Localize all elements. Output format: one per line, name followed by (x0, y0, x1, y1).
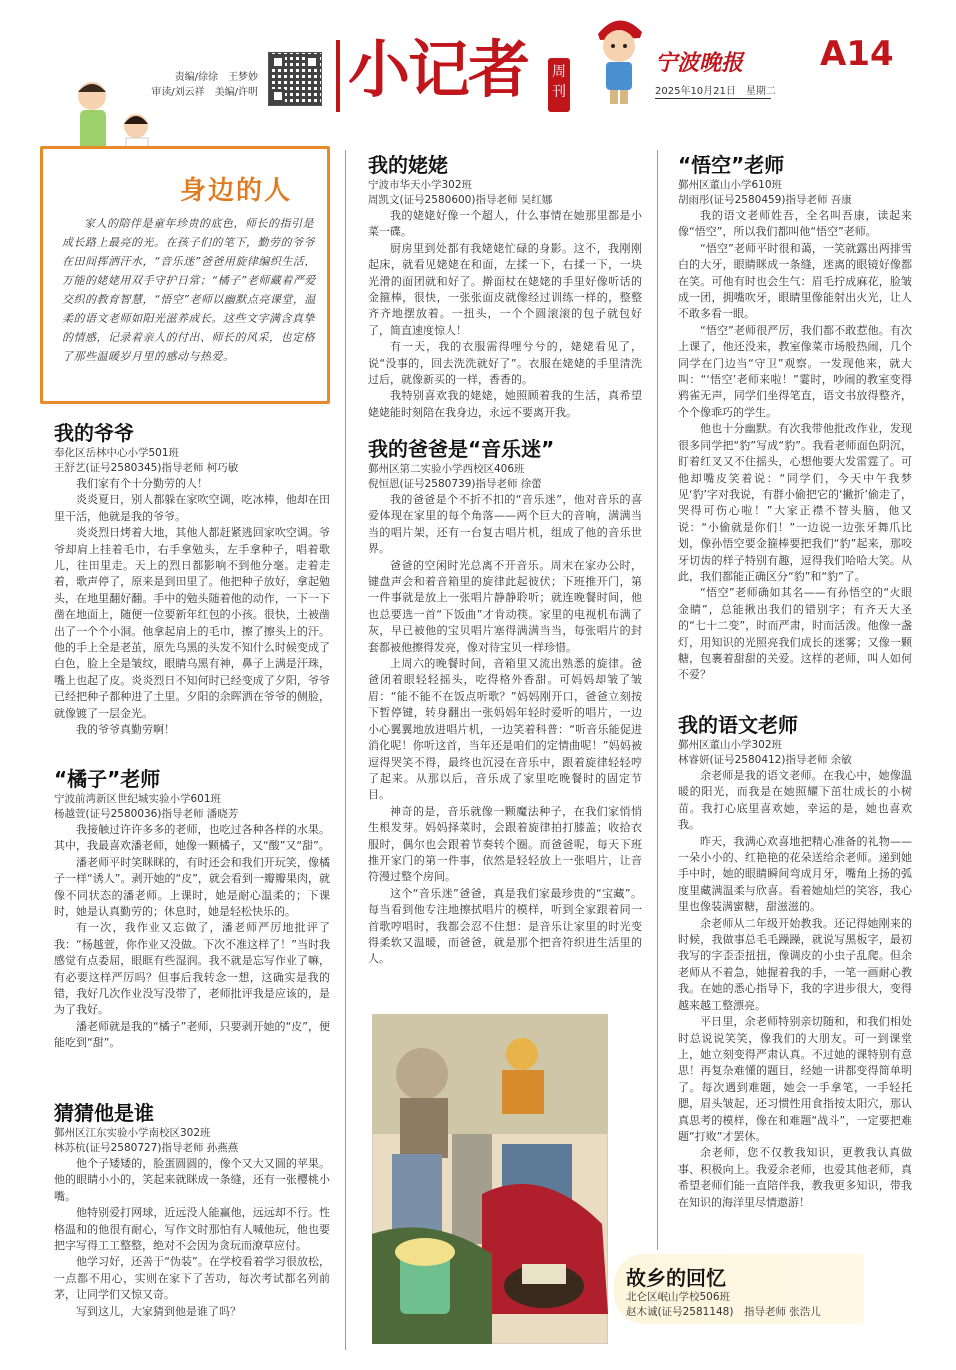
article-title: “橘子”老师 (54, 767, 161, 791)
article-author: 林睿妍(证号2580412)指导老师 余敏 (678, 754, 852, 766)
article-body (54, 476, 330, 739)
section-title: 身边的人 (180, 176, 293, 206)
paragraph: 潘老师平时笑眯眯的，有时还会和我们开玩笑，像橘子一样“诱人”。剥开她的“皮”，就会看到一瓣瓣果肉，就像不同状态的潘老师。上课时，她是耐心温柔的；下课时，她是认真勤劳的；休息时，她是轻松快乐的。 (54, 855, 330, 919)
article-school: 鄞州区第二实验小学西校区406班 (368, 463, 525, 475)
article-school: 宁波前湾新区世纪城实验小学601班 (54, 793, 222, 805)
painting-credits (626, 1290, 821, 1320)
date-rule (655, 98, 771, 99)
column-divider (657, 150, 658, 1250)
issue-date: 2025年10月21日 星期二 (655, 86, 776, 97)
paragraph: 炎炎夏日，别人都躲在家吹空调，吃冰棒，他却在田里干活，他就是我的爷爷。 (54, 493, 330, 523)
article-wukong-teacher (678, 152, 912, 684)
article-body (54, 1156, 330, 1320)
masthead-title: 小记者 (348, 33, 529, 106)
article-school: 鄞州区江东实验小学南校区302班 (54, 1127, 211, 1139)
paragraph: 我们家有个十分勤劳的人！ (76, 477, 208, 490)
editor-credits (150, 70, 258, 100)
article-title: 猜猜他是谁 (54, 1101, 154, 1125)
article-guess-who (54, 1100, 330, 1320)
article-body (368, 492, 642, 968)
paragraph: 我的姥姥好像一个超人，什么事情在她那里都是小菜一碟。 (368, 209, 642, 239)
paragraph: 爸爸的空闲时光总离不开音乐。周末在家办公时，键盘声会和着音箱里的旋律此起彼伏；下班推开门，第一件事就是放上一张唱片静静聆听；就连晚餐时间，他也总要选一首“下饭曲”才肯动筷。家里的电视机布满了灰，早已被他的宝贝唱片塞得满满当当，每张唱片的封套都被他擦得发亮，像对待宝贝一样珍惜。 (368, 558, 642, 654)
article-title: “悟空”老师 (678, 153, 785, 177)
article-title: 我的爸爸是“音乐迷” (368, 437, 555, 461)
article-body (368, 208, 642, 421)
article-school: 奉化区岳林中心小学501班 (54, 447, 180, 459)
article-title: 我的语文老师 (678, 713, 798, 737)
masthead-tag: 周刊 (548, 58, 570, 112)
article-school: 鄞州区董山小学610班 (678, 179, 783, 191)
paragraph: “悟空”老师平时很和蔼，一笑就露出两排雪白的大牙，眼睛眯成一条缝，迷离的眼镜好像都在笑。可他有时也会生气：眉毛拧成麻花，脸皱成一团，拥嘴吹牙，眼睛里像能射出火光，让人不敢多看一眼。 (678, 241, 912, 321)
paragraph: 余老师，您不仅教我知识，更教我认真做事、积极向上。我爱余老师，也爱其他老师，真希望老师们能一直陪伴我，教我更多知识，带我在知识的海洋里尽情遨游！ (678, 1146, 912, 1209)
paragraph: 我的爷爷真勤劳啊！ (76, 723, 175, 737)
painting-school: 北仑区岷山学校506班 (626, 1291, 731, 1303)
paragraph: 我的语文老师姓吾，全名叫吾康，读起来像“悟空”，所以我们都叫他“悟空”老师。 (678, 209, 912, 239)
paragraph: “悟空”老师很严厉，我们都不敢惹他。有次上课了，他还没来，教室像菜市场般热闹，几个同学在门边当“守卫”观察。一发现他来，就大叫：“‘悟空’老师来啦！”霎时，吵闹的教室变得鸦雀无声，同学们坐得笔直，语文书放得整齐，个个像乖巧的学生。 (678, 323, 912, 419)
article-music-dad (368, 436, 642, 968)
paragraph: 有一次，我作业又忘做了，潘老师严厉地批评了我：“杨越萱，你作业又没做。下次不准这样了！”当时我感觉有点委屈，眼眶有些湿润。我不就是忘写作业了嘛，有必要这样严厉吗？但事后我转念一想，这确实是我的错，我好几次作业没写没带了，老师批评我是应该的，是为了我好。 (54, 921, 330, 1017)
paragraph: “悟空”老师确如其名——有孙悟空的“火眼金睛”，总能揪出我们的错别字；有齐天大圣的“七十二变”，时而严肃，时而活泼。他像一盏灯，用知识的光照亮我们成长的迷雾；又像一颗糖，包裹着甜甜的关爱。这样的老师，叫人如何不爱？ (678, 586, 912, 682)
paragraph: 厨房里到处都有我姥姥忙碌的身影。这不，我刚刚起床，就看见姥姥在和面，左揉一下，右揉一下，一块光滑的面团就和好了。擀面杖在姥姥的手里好像听话的金箍棒，很快，一张张面皮就像经过训练一样的，整整齐齐地摆放着。一扭头，一个个圆滚滚的包子就包好了，简直速度惊人！ (368, 241, 642, 337)
article-body (54, 822, 330, 1052)
article-grandma (368, 152, 642, 421)
article-grandpa (54, 420, 330, 739)
paragraph: 余老师是我的语文老师。在我心中，她像温暖的阳光，而我是在她照耀下茁壮成长的小树苗。我打心底里喜欢她，幸运的是，她也喜欢我。 (678, 769, 912, 832)
article-title: 我的爷爷 (54, 421, 134, 445)
masthead-bar (336, 40, 340, 112)
paragraph: 我接触过许许多多的老师，也吃过各种各样的水果。其中，我最喜欢潘老师，她像一颗橘子，又“酸”又“甜”。 (54, 823, 330, 853)
article-author: 倪恒恩(证号2580739)指导老师 徐蕾 (368, 478, 542, 490)
article-school: 宁波市华天小学302班 (368, 179, 473, 191)
paragraph: 这个“音乐迷”爸爸，真是我们家最珍贵的“宝藏”。每当看到他专注地擦拭唱片的模样，听到全家跟着同一首歌哼唱时，我都会忍不住想：是音乐让家里的时光变得柔软又温暖，而爸爸，就是那个把音符织进生活里的人。 (368, 886, 642, 966)
paper-name: 宁波晚报 (655, 50, 744, 76)
article-chinese-teacher (678, 712, 912, 1211)
column-divider (345, 150, 346, 1350)
paragraph: 我特别喜欢我的姥姥，她照顾着我的生活，真希望姥姥能时刻陪在我身边，永远不要离开我。 (368, 389, 642, 419)
article-author: 林苏杭(证号2580727)指导老师 孙燕燕 (54, 1142, 239, 1154)
painting-author: 赵木诚(证号2581148) 指导老师 张浩儿 (626, 1306, 821, 1318)
paragraph: 他个子矮矮的，脸蛋圆圆的，像个又大又圆的苹果。他的眼睛小小的，笑起来就眯成一条缝，还有一张樱桃小嘴。 (54, 1157, 330, 1203)
article-body (678, 768, 912, 1211)
article-author: 周凯文(证号2580600)指导老师 吴红娜 (368, 194, 553, 206)
paragraph: 炎炎烈日烤着大地，其他人都赶紧逃回家吹空调。爷爷却肩上挂着毛巾，右手拿勉头，左手拿种子，唱着歌儿，往田里走。天上的烈日都影响不到他分毫。走着走着，歌声停了，原来是到田里了。他把种子放好，拿起勉头，在地里翻好翻。手中的勉头随着他的动作，一下一下凿在地面上，随便一位要新年红包的小孩。很快，土被凿出了一个个小洞。他拿起肩上的毛巾，擦了擦头上的汗。他的手上全是老茧，原先乌黑的头发不知什么时候变成了白色，脸上全是皱纹，眼睛乌黑有神，鼻子上满是汗珠，嘴上也起了皮。炎炎烈日不知何时已经变成了夕阳，爷爷已经把种子都种进了土里。夕阳的余晖洒在爷爷的侧脸，就像镀了一层金光。 (54, 526, 330, 720)
paragraph: 我的爸爸是个不折不扣的“音乐迷”，他对音乐的喜爱体现在家里的每个角落——两个巨大的音响，满满当当的唱片架，还有一台复古唱片机，组成了他的音乐世界。 (368, 493, 642, 556)
editors-line-1: 责编/徐徐 王梦妙 (174, 72, 258, 83)
paragraph: 上周六的晚餐时间，音箱里又流出熟悉的旋律。爸爸闭着眼轻轻摇头，吃得格外香甜。可妈妈却皱了皱眉：“能不能不在饭点听歌？”妈妈刚开口，爸爸立刻按下暂停键，转身翻出一张妈妈年轻时爱听的唱片，一边小心翼翼地放进唱片机，一边笑着科普：“听音乐能促进消化呢！你听这首，当年还是咱们的定情曲呢！”妈妈被逗得哭笑不得，最终也沉浸在音乐中，跟着旋律轻轻哼了起来。从那以后，音乐成了家里吃晚餐时的固定节目。 (368, 657, 642, 802)
paragraph: 神奇的是，音乐就像一颗魔法种子，在我们家悄悄生根发芽。妈妈择菜时，会跟着旋律拍打膝盖；收拾衣服时，偶尔也会跟着节奏转个圈。而爸爸呢，每天下班推开家门的第一件事，依然是轻轻放上一张唱片，让音符漫过整个房间。 (368, 804, 642, 884)
article-author: 杨越萱(证号2580036)指导老师 潘晓芳 (54, 808, 239, 820)
feature-intro: 家人的陪伴是童年珍贵的底色，师长的指引是成长路上最亮的光。在孩子们的笔下，勤劳的爷爷在田间挥洒汗水，“音乐迷”爸爸用旋律编织生活，万能的姥姥用双手守护日常；“橘子”老师藏着严爱交织的教育智慧，“悟空”老师以幽默点亮课堂，温柔的语文老师如阳光滋养成长。这些文字满含真挚的情感，记录着亲人的付出、师长的风采，也定格了那些温暖岁月里的感动与热爱。 (62, 217, 316, 363)
page-number: A14 (820, 34, 894, 74)
paragraph: 他学习好，还善于“伪装”。在学校看着学习很放松，一点都不用心，实则在家下了苦功，每次考试都名列前茅，让同学们又惊又奇。 (54, 1255, 330, 1302)
paragraph: 平日里，余老师特别亲切随和，和我们相处时总说说笑笑，像我们的大朋友。可一到课堂上，她立刻变得严肃认真。不过她的课特别有意思！再复杂难懂的题目，经她一讲都变得简单明了。每次遇到难题，她会一手拿笔，一手轻托腮，眉头皱起，还习惯性用食指按太阳穴，那认真思考的模样，像在和难题“战斗”，一定要把难题“打败”才罢休。 (678, 1015, 912, 1143)
painting-hometown (372, 1014, 608, 1344)
paragraph: 潘老师就是我的“橘子”老师，只要剥开她的“皮”，便能吃到“甜”。 (54, 1019, 330, 1050)
painting-title: 故乡的回忆 (626, 1266, 726, 1290)
article-author: 胡雨彤(证号2580459)指导老师 吾康 (678, 194, 852, 206)
article-school: 鄞州区董山小学302班 (678, 739, 783, 751)
paragraph: 他特别爱打网球，近远没人能赢他，远远却不行。性格温和的他很有耐心，写作文时那怕有人喊他玩，他也要把字写得工工整整，绝对不会因为贪玩而潦草应付。 (54, 1206, 330, 1253)
article-author: 王舒艺(证号2580345)指导老师 柯巧敏 (54, 462, 239, 474)
paragraph: 他也十分幽默。有次我带他批改作业，发现很多同学把“豹”写成“豹”。我看老师面色阴沉，盯着红叉又不住摇头，心想他要大发雷霆了。可他却嘴皮笑着说：“同学们，今天中午我梦见‘豹’字对我说，有群小偷把它的‘撇折’偷走了，哭得可伤心啦！”大家正襟不替头脑，他又说：“小偷就是你们！”一边说一边张牙舞爪比划，像孙悟空要金箍棒要把我们“豹”起来，那咬牙切齿的样子特别有趣，逗得我们哈哈大笑。从此，我们都能正确区分“豹”和“豹”了。 (678, 422, 912, 583)
qr-code[interactable] (268, 52, 322, 106)
paragraph: 余老师从二年级开始教我。还记得她刚来的时候，我做事总毛毛躁躁，就说写黑板字，最初我写的字歪歪扭扭，像调皮的小虫子乱爬。但余老师从不着急，她握着我的手，一笔一画耐心教我。在她的悉心指导下，我的字进步很大，变得越来越工整漂亮。 (678, 916, 912, 1012)
mascot-illustration (590, 8, 648, 108)
article-title: 我的姥姥 (368, 153, 448, 177)
paragraph: 有一天，我的衣服需得哩兮兮的，姥姥看见了，说“没事的，回去洗洗就好了”。衣服在姥姥的手里清洗过后，就像新买的一样，香香的。 (368, 340, 642, 387)
paragraph: 写到这儿，大家猜到他是谁了吗？ (76, 1304, 241, 1318)
editors-line-2: 审读/刘云祥 美编/许明 (151, 87, 258, 98)
article-orange-teacher (54, 766, 330, 1052)
paragraph: 昨天，我满心欢喜地把精心准备的礼物——一朵小小的、红艳艳的花朵送给余老师。递到她手中时，她的眼睛瞬间弯成月牙，嘴角上扬的弧度里藏满温柔与欣喜。看着她灿烂的笑容，我心里也像装满蜜糖，甜滋滋的。 (678, 834, 912, 914)
article-body (678, 208, 912, 684)
